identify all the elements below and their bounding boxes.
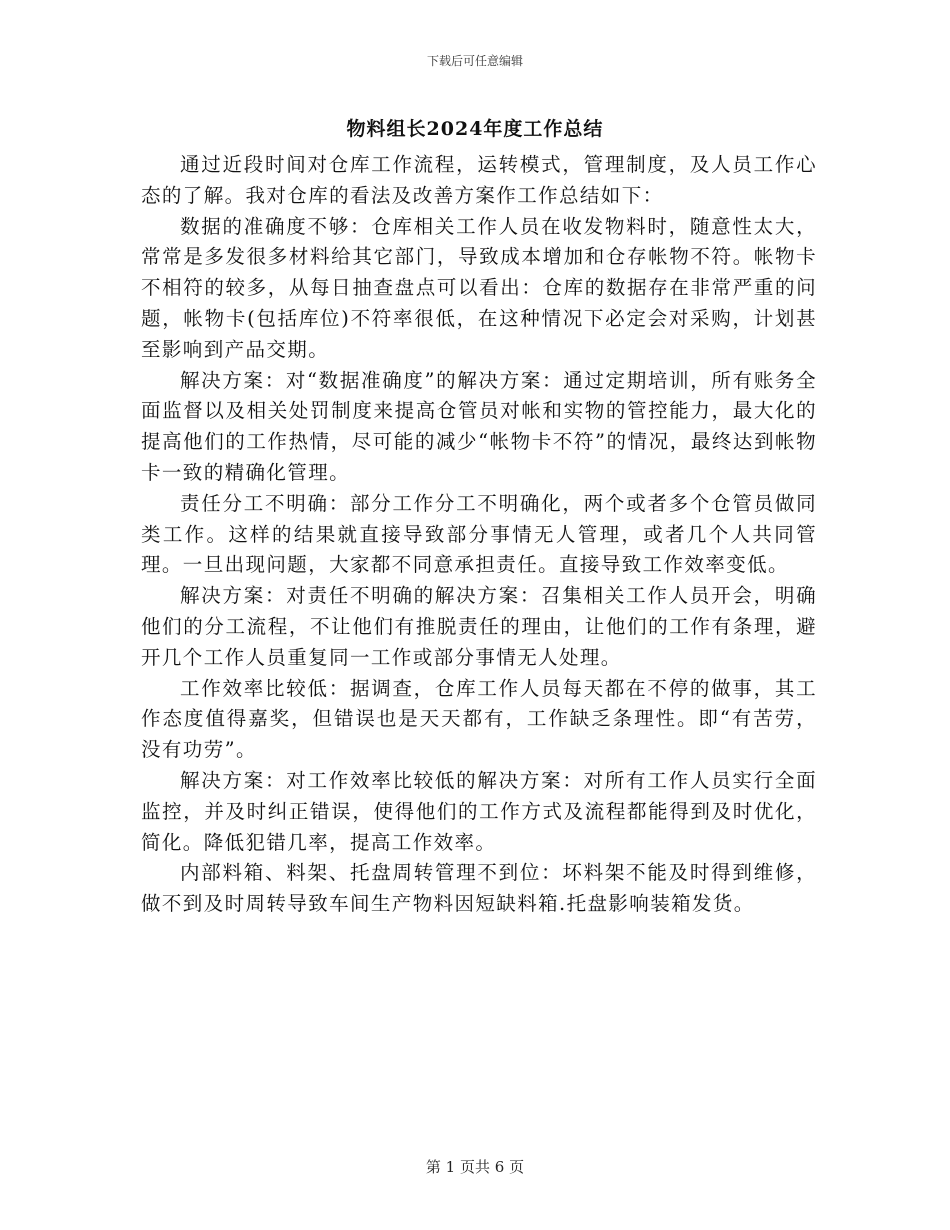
paragraph-efficiency: 工作效率比较低：据调查，仓库工作人员每天都在不停的做事，其工作态度值得嘉奖，但错误也是天天都有，工作缺乏条理性。即“有苦劳，没有功劳”。: [141, 676, 817, 762]
paragraph-data-accuracy: 数据的准确度不够：仓库相关工作人员在收发物料时，随意性太大，常常是多发很多材料给其它部门，导致成本增加和仓存帐物不符。帐物卡不相符的较多，从每日抽查盘点可以看出：仓库的数据存在非常严重的问题，帐物卡(包括库位)不符率很低，在这种情况下必定会对采购，计划甚至影响到产品交期。: [141, 214, 817, 361]
document-title: 物料组长2024年度工作总结: [346, 118, 604, 140]
paragraph-efficiency-solution: 解决方案：对工作效率比较低的解决方案：对所有工作人员实行全面监控，并及时纠正错误，使得他们的工作方式及流程都能得到及时优化，简化。降低犯错几率，提高工作效率。: [141, 768, 817, 854]
document-body: [141, 150, 817, 920]
paragraph-turnover-management: 内部料箱、料架、托盘周转管理不到位：坏料架不能及时得到维修，做不到及时周转导致车间生产物料因短缺料箱.托盘影响装箱发货。: [141, 861, 817, 916]
paragraph-data-accuracy-solution: 解决方案：对“数据准确度”的解决方案：通过定期培训，所有账务全面监督以及相关处罚制度来提高仓管员对帐和实物的管控能力，最大化的提高他们的工作热情，尽可能的减少“帐物卡不符”的情况，最终达到帐物卡一致的精确化管理。: [141, 368, 817, 484]
page-number: 第 1 页共 6 页: [425, 1158, 525, 1176]
paragraph-responsibility-solution: 解决方案：对责任不明确的解决方案：召集相关工作人员开会，明确他们的分工流程，不让他们有推脱责任的理由，让他们的工作有条理，避开几个工作人员重复同一工作或部分事情无人处理。: [141, 584, 817, 669]
paragraph-responsibility: 责任分工不明确：部分工作分工不明确化，两个或者多个仓管员做同类工作。这样的结果就直接导致部分事情无人管理，或者几个人共同管理。一旦出现问题，大家都不同意承担责任。直接导致工作效率变低。: [141, 491, 817, 577]
paragraph-intro: 通过近段时间对仓库工作流程，运转模式，管理制度，及人员工作心态的了解。我对仓库的看法及改善方案作工作总结如下：: [141, 153, 817, 207]
page-header-note: 下载后可任意编辑: [426, 54, 523, 68]
